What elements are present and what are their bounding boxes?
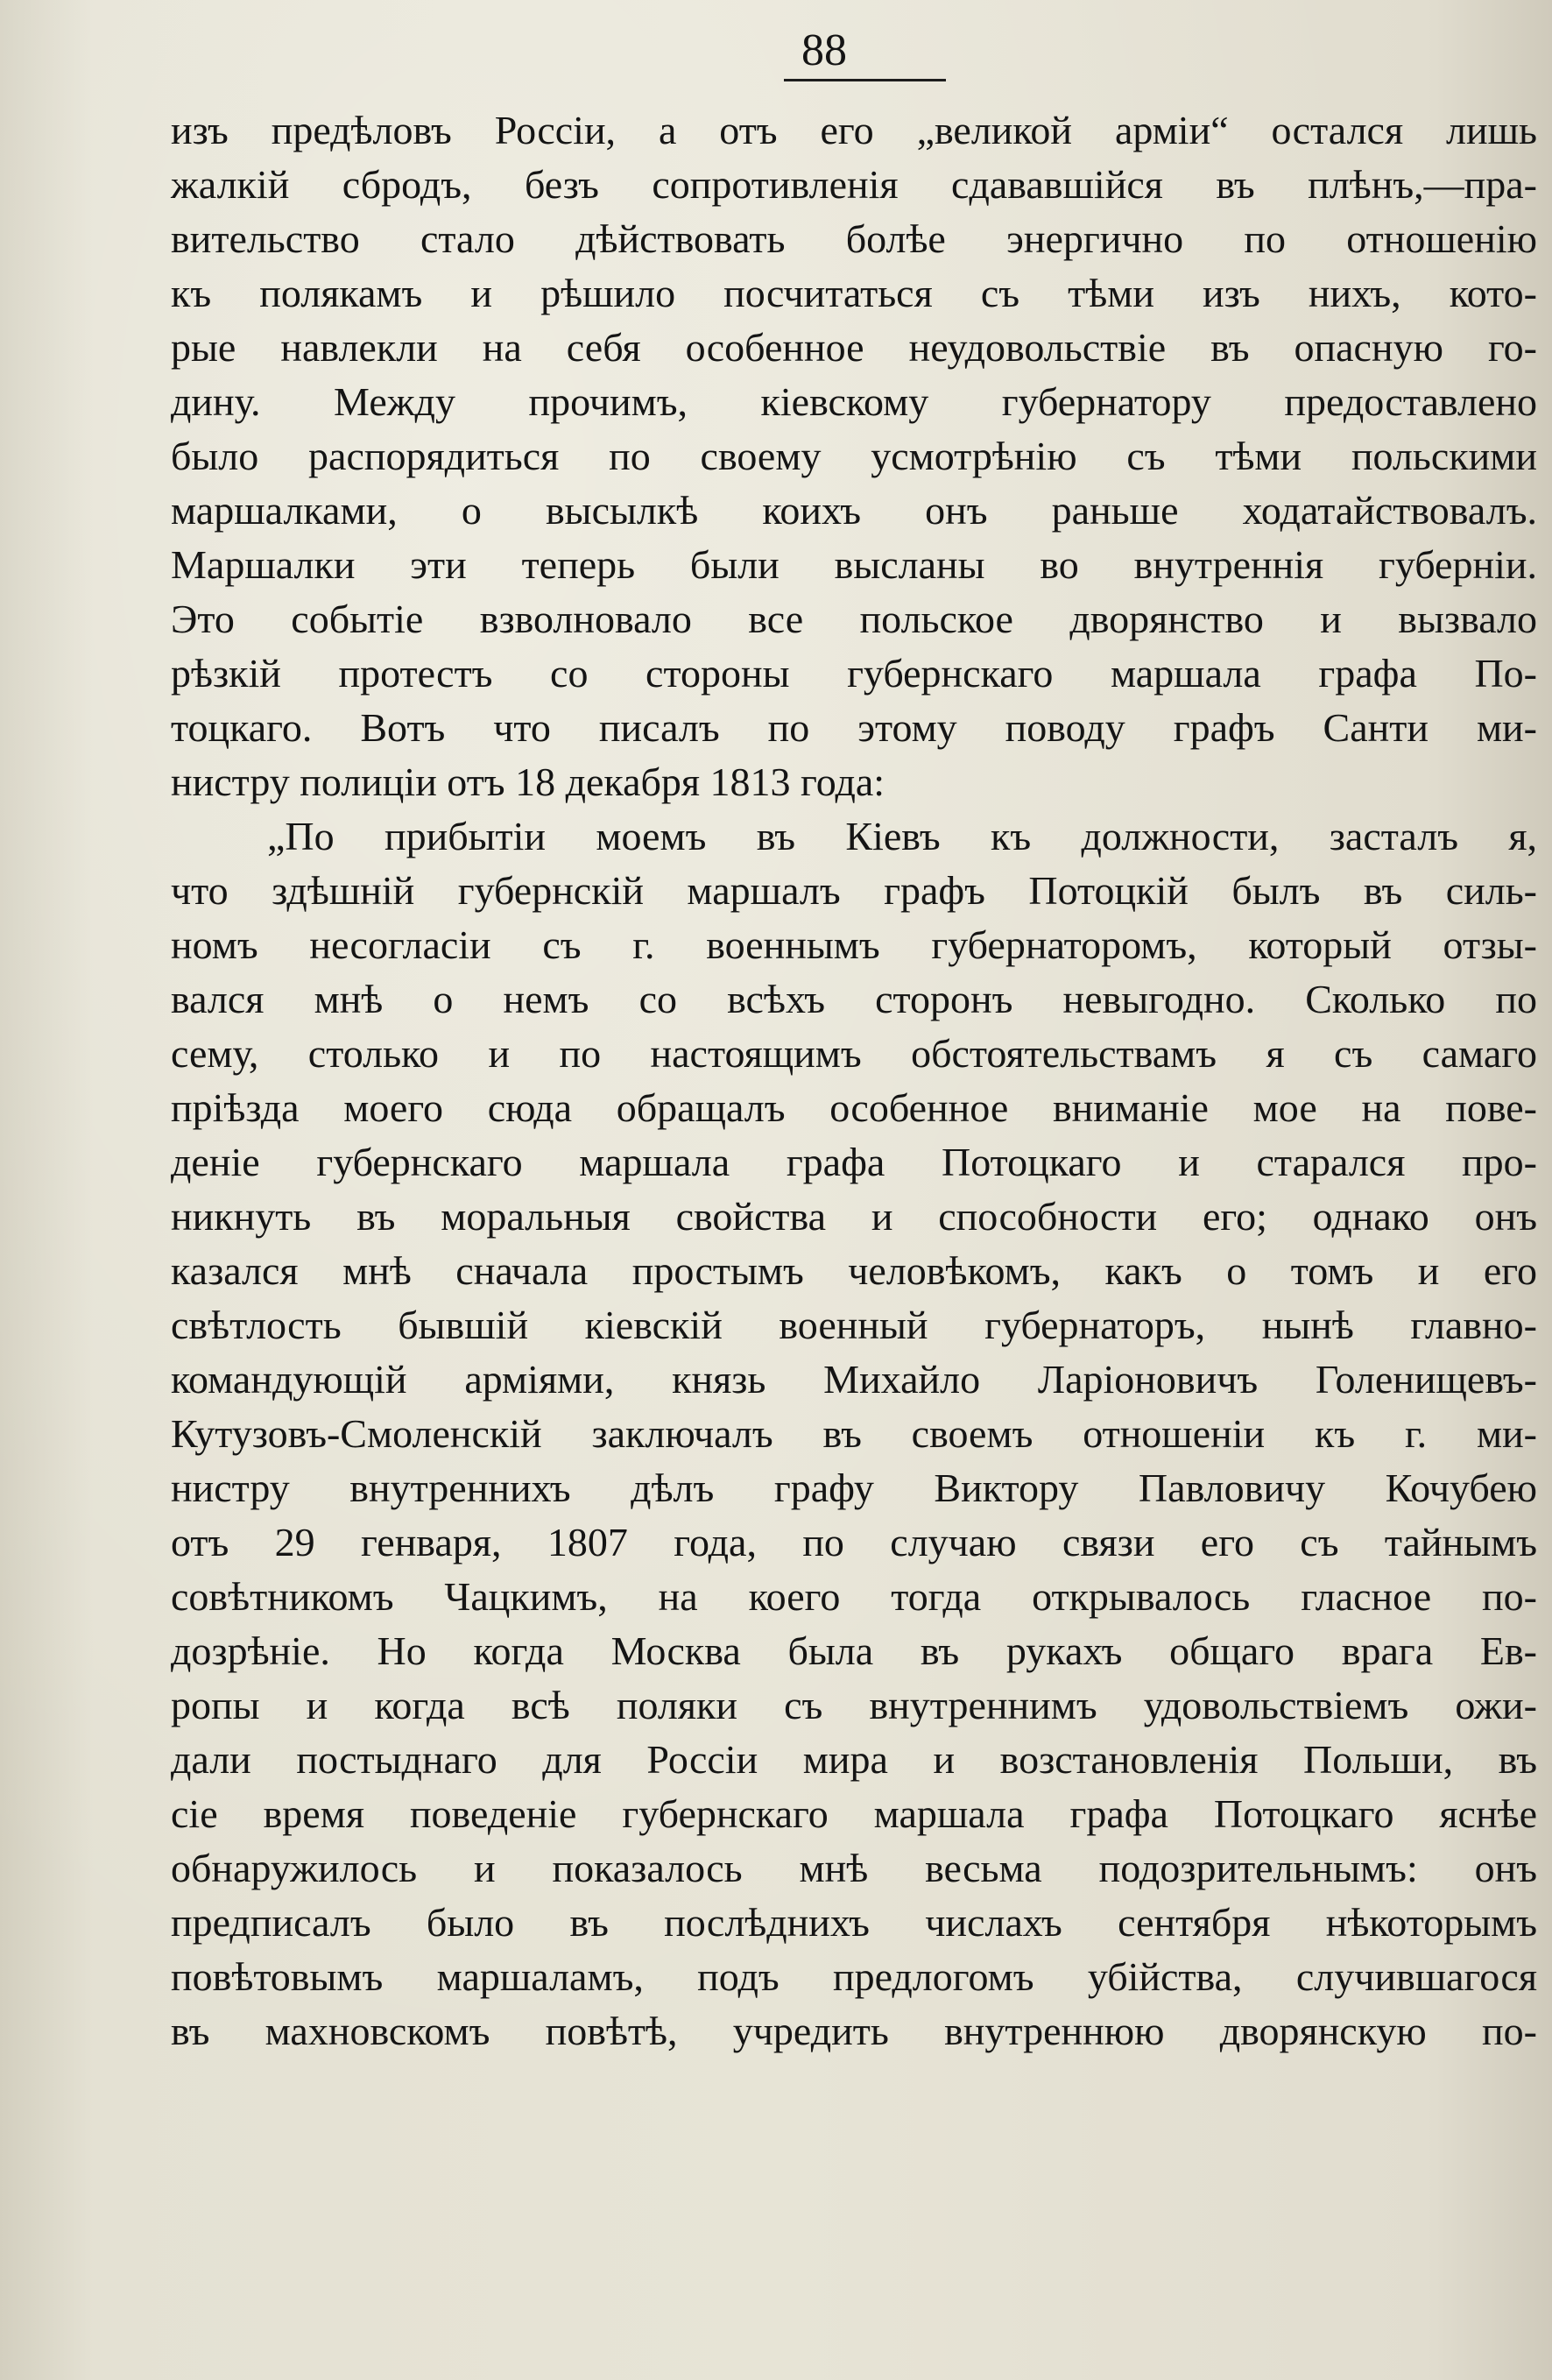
text-line: маршалками, о высылкѣ коихъ онъ раньше ходатайствовалъ.: [171, 488, 1537, 533]
header-rule: [784, 79, 946, 81]
text-line: сіе время поведеніе губернскаго маршала графа Потоцкаго яснѣе: [171, 1791, 1537, 1836]
page-number: 88: [801, 25, 847, 75]
text-line: сему, столько и по настоящимъ обстоятельствамъ я съ самаго: [171, 1031, 1537, 1076]
text-line: дозрѣніе. Но когда Москва была въ рукахъ общаго врага Ев-: [171, 1628, 1537, 1673]
text-line: казался мнѣ сначала простымъ человѣкомъ, какъ о томъ и его: [171, 1248, 1537, 1293]
text-line: изъ предѣловъ Россіи, а отъ его „великой арміи“ остался лишь: [171, 108, 1537, 152]
text-line: пріѣзда моего сюда обращалъ особенное вниманіе мое на пове-: [171, 1085, 1537, 1130]
text-line: рые навлекли на себя особенное неудовольствіе въ опасную го-: [171, 325, 1537, 370]
text-line: было распорядиться по своему усмотрѣнію съ тѣми польскими: [171, 434, 1537, 478]
text-line: свѣтлость бывшій кіевскій военный губернаторъ, нынѣ главно-: [171, 1303, 1537, 1347]
text-line: предписалъ было въ послѣднихъ числахъ сентября нѣкоторымъ: [171, 1900, 1537, 1945]
text-line: вительство стало дѣйствовать болѣе энергично по отношенію: [171, 216, 1537, 261]
text-body: [171, 103, 1537, 2059]
text-line: номъ несогласіи съ г. военнымъ губернаторомъ, который отзы-: [171, 922, 1537, 967]
text-line: жалкій сбродъ, безъ сопротивленія сдававшійся въ плѣнъ,—пра-: [171, 162, 1537, 207]
text-line: дину. Между прочимъ, кіевскому губернатору предоставлено: [171, 379, 1537, 424]
text-line: дали постыднаго для Россіи мира и возстановленія Польши, въ: [171, 1737, 1537, 1782]
text-line: никнуть въ моральныя свойства и способности его; однако онъ: [171, 1194, 1537, 1239]
text-line: Это событіе взволновало все польское дворянство и вызвало: [171, 597, 1537, 641]
text-line: вался мнѣ о немъ со всѣхъ сторонъ невыгодно. Сколько по: [171, 977, 1537, 1021]
page-header: [0, 25, 1552, 77]
text-line: Маршалки эти теперь были высланы во внутреннія губерніи.: [171, 542, 1537, 587]
text-line: къ полякамъ и рѣшило посчитаться съ тѣми изъ нихъ, кото-: [171, 271, 1537, 315]
text-line: Кутузовъ-Смоленскій заключалъ въ своемъ отношеніи къ г. ми-: [171, 1411, 1537, 1456]
quote-first-line: „По прибытіи моемъ въ Кіевъ къ должности, засталъ я,: [267, 814, 1537, 858]
text-line: повѣтовымъ маршаламъ, подъ предлогомъ убійства, случившагося: [171, 1954, 1537, 1999]
text-line: командующій арміями, князь Михайло Ларіоновичъ Голенищевъ-: [171, 1357, 1537, 1402]
text-line: отъ 29 генваря, 1807 года, по случаю связи его съ тайнымъ: [171, 1520, 1537, 1564]
text-line: деніе губернскаго маршала графа Потоцкаго и старался про-: [171, 1140, 1537, 1184]
text-line: ропы и когда всѣ поляки съ внутреннимъ удовольствіемъ ожи-: [171, 1683, 1537, 1727]
text-line: рѣзкій протестъ со стороны губернскаго маршала графа По-: [171, 651, 1537, 696]
text-line: нистру полиціи отъ 18 декабря 1813 года:: [171, 759, 885, 804]
text-line: нистру внутреннихъ дѣлъ графу Виктору Павловичу Кочубею: [171, 1465, 1537, 1510]
text-line: тоцкаго. Вотъ что писалъ по этому поводу графъ Санти ми-: [171, 705, 1537, 750]
text-line: въ махновскомъ повѣтѣ, учредить внутреннюю дворянскую по-: [171, 2009, 1537, 2053]
text-line: обнаружилось и показалось мнѣ весьма подозрительнымъ: онъ: [171, 1846, 1537, 1890]
text-line: что здѣшній губернскій маршалъ графъ Потоцкій былъ въ силь-: [171, 868, 1537, 913]
text-line: совѣтникомъ Чацкимъ, на коего тогда открывалось гласное по-: [171, 1574, 1537, 1619]
